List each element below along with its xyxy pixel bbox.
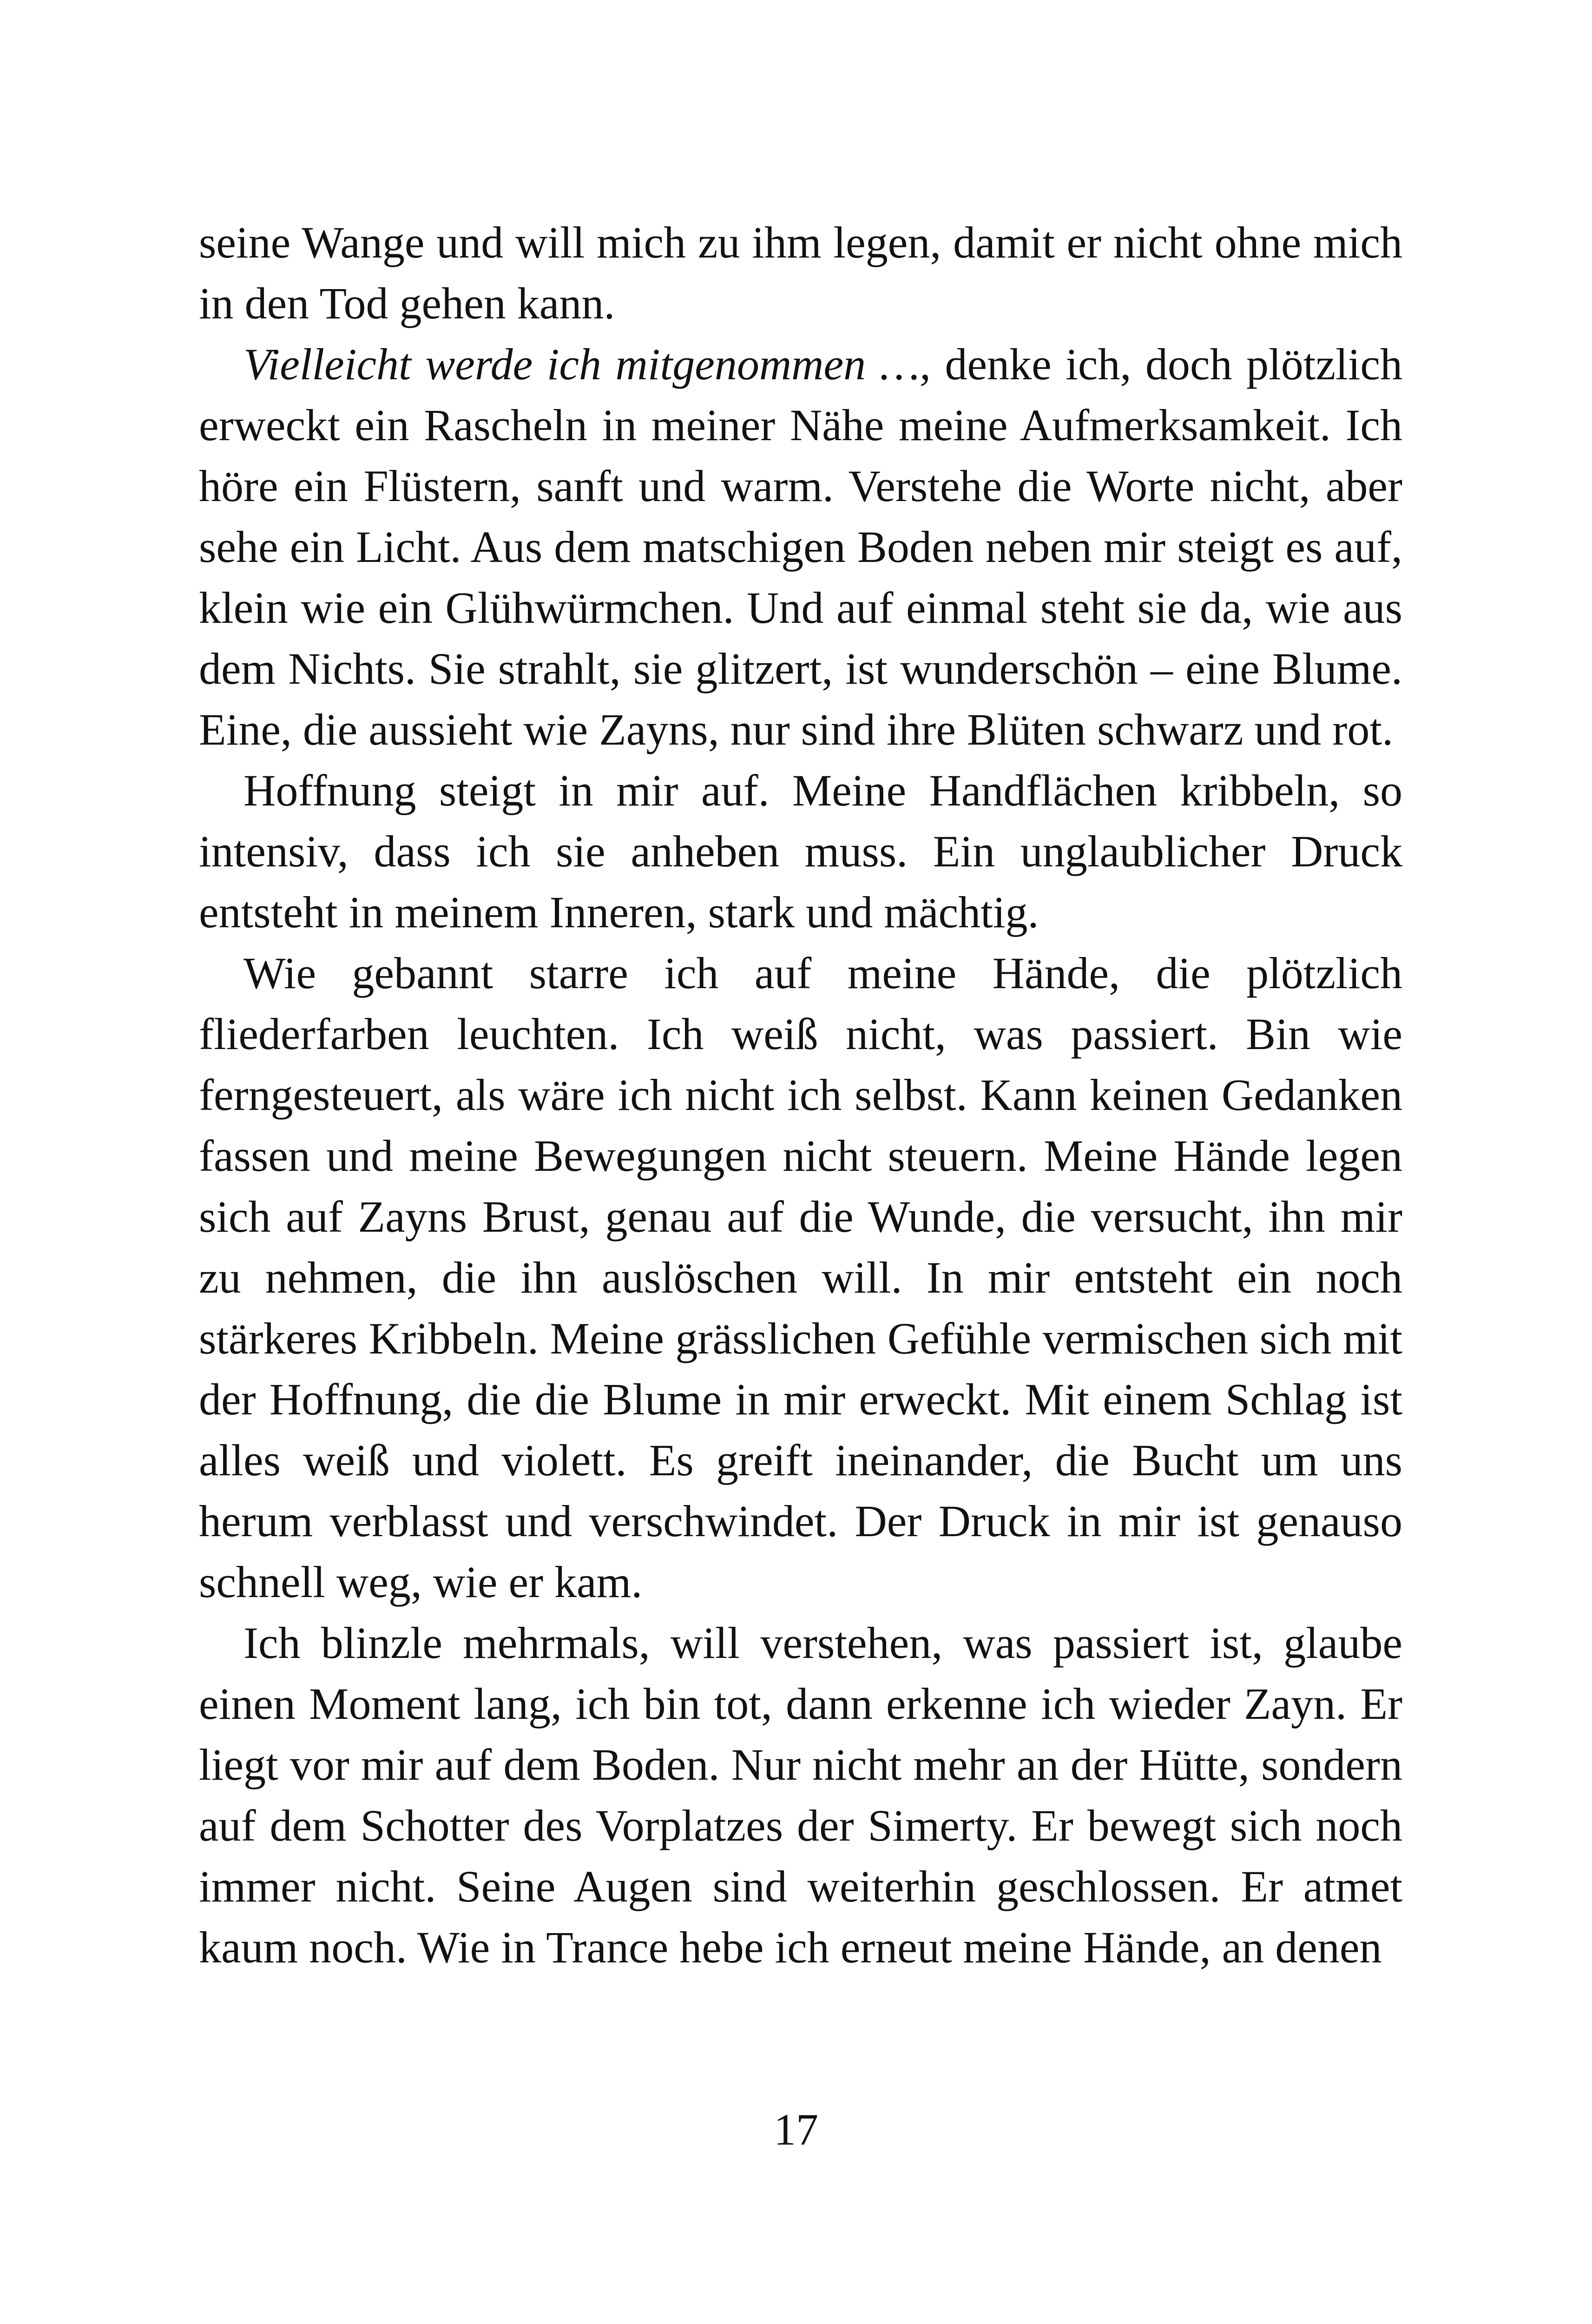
paragraph-3 — [199, 760, 1402, 943]
page-number: 17 — [774, 2105, 818, 2154]
paragraph-2-text: denke ich, doch plötzlich erweckt ein Rascheln in meiner Nähe meine Aufmerksamkeit. Ich höre ein Flüstern, sanft und warm. Verstehe die Worte nicht, aber sehe ein Licht. Aus dem matschigen Boden neben mir steigt es auf, klein wie ein Glühwürmchen. Und auf einmal steht sie da, wie aus dem Nichts. Sie strahlt, sie glitzert, ist wunderschön – eine Blume. Eine, die aussieht wie Zayns, nur sind ihre Blüten schwarz und rot. — [199, 339, 1403, 754]
paragraph-1-text: seine Wange und will mich zu ihm legen, damit er nicht ohne mich in den Tod gehen kann. — [199, 218, 1402, 328]
paragraph-2 — [199, 334, 1402, 760]
paragraph-4-text: Wie gebannt starre ich auf meine Hände, die plötzlich fliederfarben leuchten. Ich weiß nicht, was passiert. Bin wie ferngesteuert, als wäre ich nicht ich selbst. Kann keinen Gedanken fassen und meine Bewegungen nicht steuern. Meine Hände legen sich auf Zayns Brust, genau auf die Wunde, die versucht, ihn mir zu nehmen, die ihn auslöschen will. In mir entsteht ein noch stärkeres Kribbeln. Meine grässlichen Gefühle vermischen sich mit der Hoffnung, die die Blume in mir erweckt. Mit einem Schlag ist alles weiß und violett. Es greift ineinander, die Bucht um uns herum verblasst und verschwindet. Der Druck in mir ist genauso schnell weg, wie er kam. — [199, 948, 1402, 1607]
paragraph-4 — [199, 943, 1402, 1612]
paragraph-3-text: Hoffnung steigt in mir auf. Meine Handflächen kribbeln, so intensiv, dass ich sie anheben muss. Ein unglaublicher Druck entsteht in meinem Inneren, stark und mächtig. — [199, 766, 1402, 937]
paragraph-5-text: Ich blinzle mehrmals, will verstehen, was passiert ist, glaube einen Moment lang, ich bin tot, dann erkenne ich wieder Zayn. Er liegt vor mir auf dem Boden. Nur nicht mehr an der Hütte, sondern auf dem Schotter des Vorplatzes der Simerty. Er bewegt sich noch immer nicht. Seine Augen sind weiterhin geschlossen. Er atmet kaum noch. Wie in Trance hebe ich erneut meine Hände, an denen — [199, 1618, 1402, 1972]
paragraph-1 — [199, 212, 1402, 334]
paragraph-5 — [199, 1612, 1402, 1978]
paragraph-2-italic-thought: Vielleicht werde ich mitgenommen …, — [243, 339, 931, 389]
body-text — [199, 212, 1402, 1978]
